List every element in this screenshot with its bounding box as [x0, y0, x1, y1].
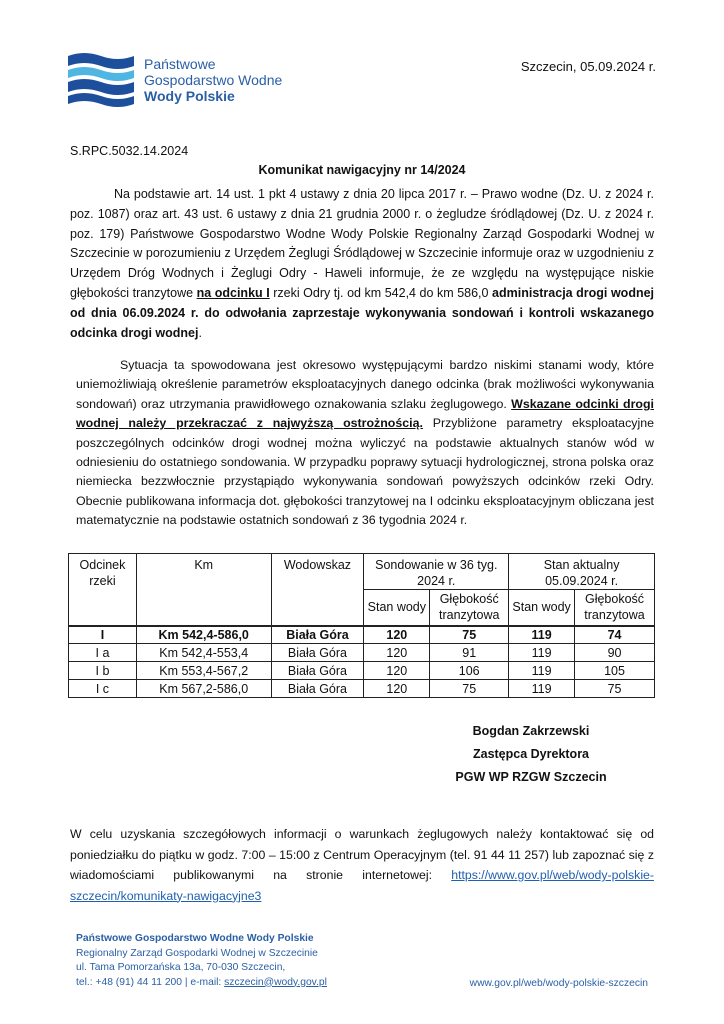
reference-number: S.RPC.5032.14.2024	[70, 144, 189, 158]
logo-text	[144, 56, 282, 104]
waves-logo-icon	[68, 52, 134, 110]
cell-current-depth: 75	[575, 680, 655, 698]
cell-gauge: Biała Góra	[271, 644, 364, 662]
cell-section: I a	[69, 644, 137, 662]
cell-section: I c	[69, 680, 137, 698]
header-survey-depth: Głębokość tranzytowa	[430, 590, 509, 626]
document-date: Szczecin, 05.09.2024 r.	[520, 59, 656, 74]
cell-survey-depth: 75	[430, 680, 509, 698]
footer-email-link[interactable]: szczecin@wody.gov.pl	[224, 976, 327, 988]
cell-current-depth: 90	[575, 644, 655, 662]
cell-survey-stage: 120	[364, 626, 430, 644]
p1-text-1: Na podstawie art. 14 ust. 1 pkt 4 ustawy z dnia 20 lipca 2017 r. – Prawo wodne (Dz. U. z 2024 r. poz. 1087) oraz art. 43 ust. 6 ustawy z dnia 21 grudnia 2000 r. o żegludze śródlądowej (Dz. U. z 2024 r. poz. 179) Państwowe Gospodarstwo Wodne Wody Polskie Regionalny Zarząd Gospodarki Wodnej w Szczecinie w porozumieniu z Urzędem Żeglugi Śródlądowej w Szczecinie informuje oraz w uzgodnieniu z Urzędem Dróg Wodnych i Żeglugi Odry - Haweli informuje, że ze względu na występujące niskie głębokości tranzytowe	[70, 187, 654, 300]
footer-unit: Regionalny Zarząd Gospodarki Wodnej w Szczecinie	[76, 947, 318, 959]
paragraph-legal-basis	[70, 185, 654, 343]
logo-line-1: Państwowe	[144, 56, 216, 72]
footer-website[interactable]: www.gov.pl/web/wody-polskie-szczecin	[469, 978, 648, 989]
table-row	[69, 626, 655, 644]
cell-survey-depth: 106	[430, 662, 509, 680]
cell-survey-depth: 75	[430, 626, 509, 644]
cell-current-stage: 119	[509, 626, 575, 644]
p1-announcement-bold: administracja drogi wodnej od dnia 06.09.2024 r. do odwołania zaprzestaje wykonywania sondowań i kontroli wskazanego odcinka drogi wodnej	[70, 285, 655, 340]
header-current-stage: Stan wody	[509, 590, 575, 626]
wody-polskie-logo	[68, 52, 288, 112]
cell-km: Km 553,4-567,2	[136, 662, 271, 680]
header-survey-group: Sondowanie w 36 tyg. 2024 r.	[364, 554, 509, 590]
cell-current-depth: 105	[575, 662, 655, 680]
footer-address	[76, 932, 327, 990]
footer-org-name: Państwowe Gospodarstwo Wodne Wody Polskie	[76, 933, 314, 944]
footer-street: ul. Tama Pomorzańska 13a, 70-030 Szczecin,	[76, 962, 286, 973]
p2-text-1: Sytuacja ta spowodowana jest okresowo występującymi bardzo niskimi stanami wody, które uniemożliwiają określenie parametrów eksploatacyjnych danego odcinka (brak możliwości wykonywania sondowań) oraz utrzymania prawidłowego oznakowania szlaku żeglugowego.	[76, 358, 654, 411]
header-current-group: Stan aktualny 05.09.2024 r.	[509, 554, 655, 590]
p2-warning: Wskazane odcinki drogi wodnej należy przekraczać z najwyższą ostrożnością.	[76, 396, 654, 431]
cell-km: Km 567,2-586,0	[136, 680, 271, 698]
document-title: Komunikat nawigacyjny nr 14/2024	[258, 163, 466, 177]
cell-current-stage: 119	[509, 680, 575, 698]
cell-gauge: Biała Góra	[271, 680, 364, 698]
cell-survey-stage: 120	[364, 680, 430, 698]
cell-current-stage: 119	[509, 644, 575, 662]
cell-survey-stage: 120	[364, 644, 430, 662]
announcements-link[interactable]: https://www.gov.pl/web/wody-polskie-szczecin/komunikaty-nawigacyjne3	[70, 868, 654, 903]
cell-survey-stage: 120	[364, 662, 430, 680]
header-survey-stage: Stan wody	[364, 590, 430, 626]
footer-phone: tel.: +48 (91) 44 11 200 | e-mail:	[76, 976, 225, 988]
p2-text-2: Przybliżone parametry eksploatacyjne poszczególnych odcinków drogi wodnej można wyliczyć na podstawie aktualnych stanów wód w odniesieniu do ostatniego sondowania. W przypadku poprawy sytuacji hydrologicznej, strona polska oraz niemiecka bezzwłocznie przystąpiądo wykonywania sondowań powyższych odcinków rzeki Odry. Obecnie publikowana informacja dot. głębokości tranzytowej na I odcinku eksploatacyjnym obliczana jest matematycznie na podstawie ostatnich sondowań z 36 tygodnia 2024 r.	[76, 416, 655, 528]
cell-current-stage: 119	[509, 662, 575, 680]
contact-text: W celu uzyskania szczegółowych informacji o warunkach żeglugowych należy kontaktować się od poniedziałku do piątku w godz. 7:00 – 15:00 z Centrum Operacyjnym (tel. 91 44 11 257) lub zapoznać się z wiadomościami publikowanymi na stronie internetowej:	[70, 827, 654, 882]
cell-current-depth: 74	[575, 626, 655, 644]
header-current-depth: Głębokość tranzytowa	[575, 590, 655, 626]
signatory-name: Bogdan Zakrzewski	[472, 724, 590, 738]
cell-gauge: Biała Góra	[271, 626, 364, 644]
table-row	[69, 644, 655, 662]
navigation-table	[68, 553, 655, 698]
cell-km: Km 542,4-553,4	[136, 644, 271, 662]
logo-line-3: Wody Polskie	[144, 88, 235, 104]
cell-survey-depth: 91	[430, 644, 509, 662]
signatory-role: Zastępca Dyrektora	[472, 747, 590, 761]
cell-km: Km 542,4-586,0	[136, 626, 271, 644]
table-row	[69, 662, 655, 680]
cell-gauge: Biała Góra	[271, 662, 364, 680]
logo-line-2: Gospodarstwo Wodne	[144, 72, 283, 88]
contact-paragraph	[70, 824, 654, 906]
signatory-org: PGW WP RZGW Szczecin	[455, 770, 607, 784]
p1-text-3: .	[198, 325, 202, 340]
cell-section: I	[69, 626, 137, 644]
header-section: Odcinek rzeki	[69, 554, 137, 626]
cell-section: I b	[69, 662, 137, 680]
p1-text-2: rzeki Odry tj. od km 542,4 do km 586,0	[269, 285, 493, 300]
header-gauge: Wodowskaz	[271, 554, 364, 626]
p1-section-emphasis: na odcinku I	[196, 285, 270, 300]
paragraph-situation	[76, 356, 654, 531]
signature-block	[441, 720, 621, 789]
table-row	[69, 680, 655, 698]
header-km: Km	[136, 554, 271, 626]
footer-contact-line	[76, 976, 327, 991]
